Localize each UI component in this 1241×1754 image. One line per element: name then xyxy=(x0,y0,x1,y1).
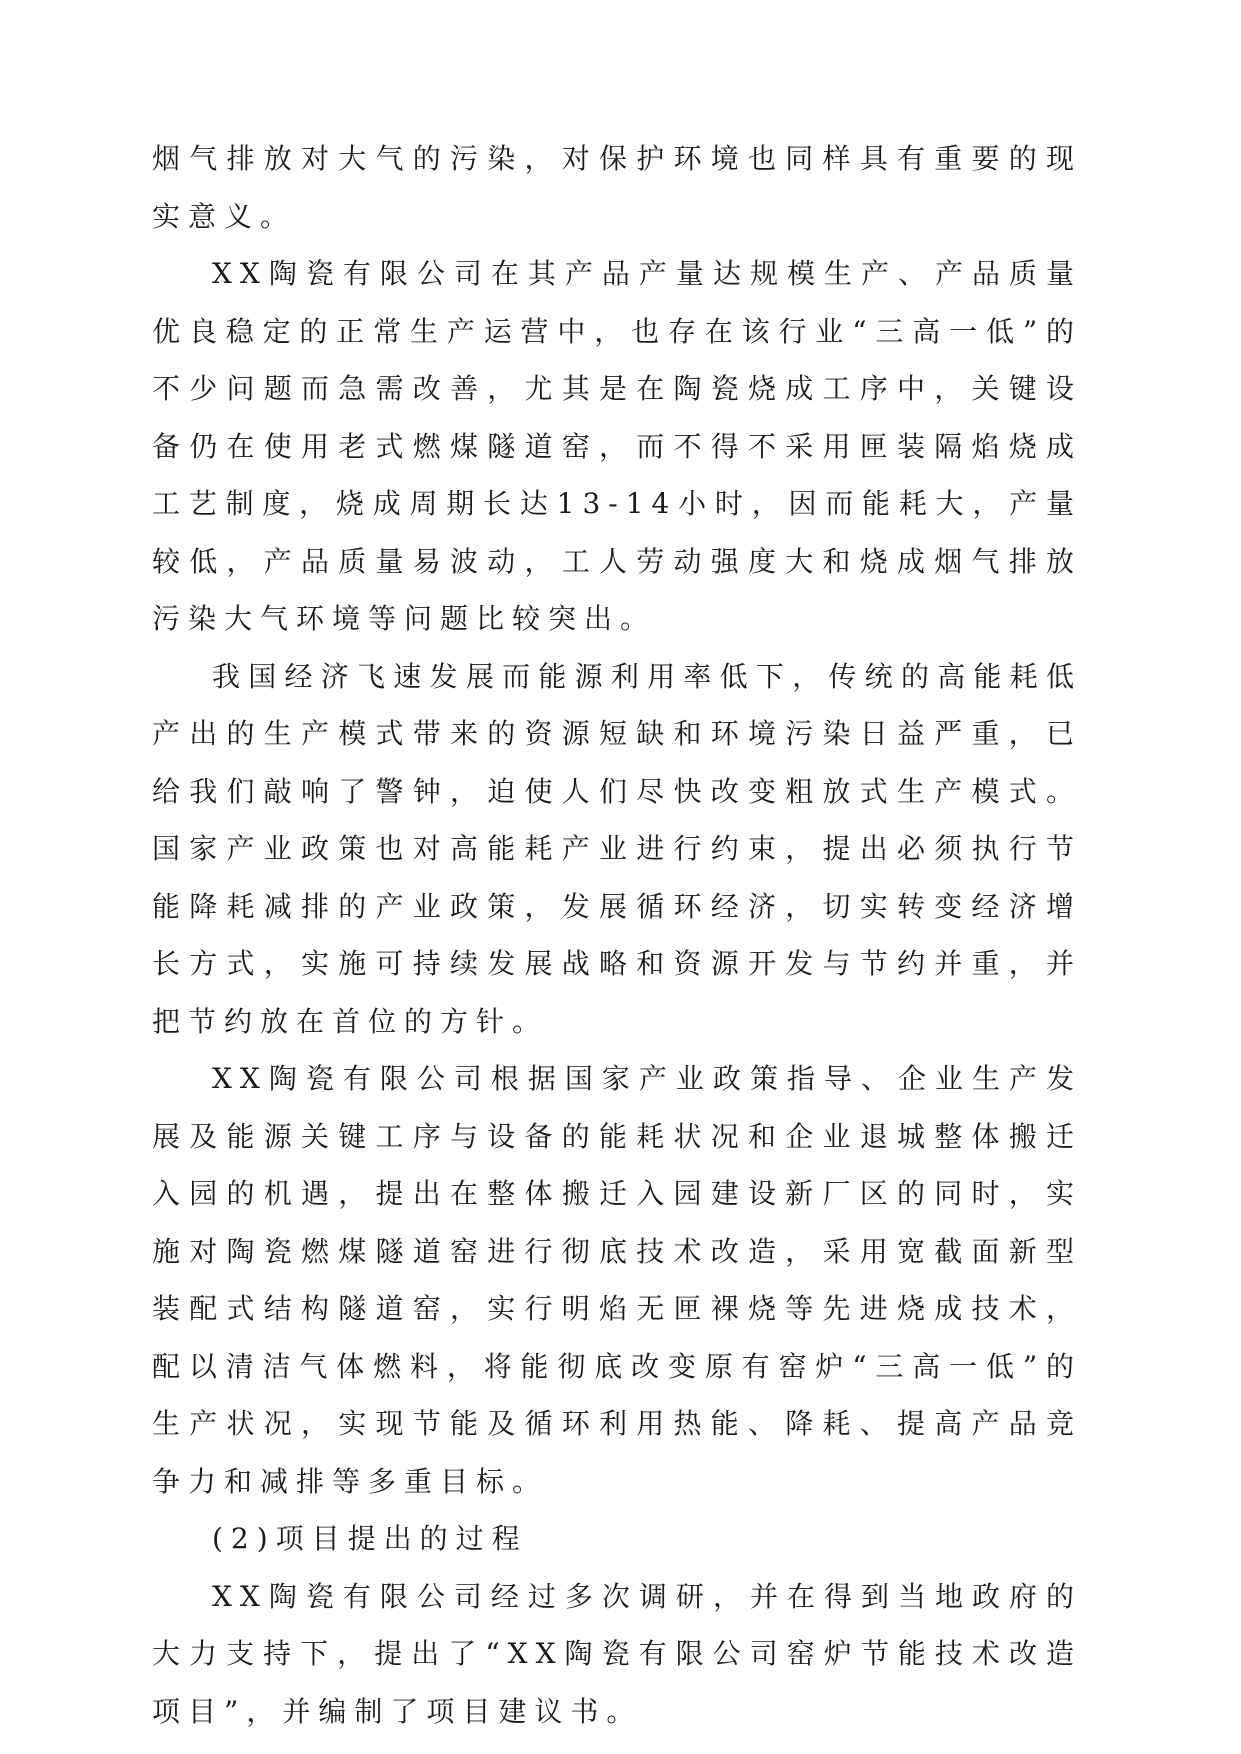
paragraph-renovation-plan: XX陶瓷有限公司根据国家产业政策指导、企业生产发展及能源关键工序与设备的能耗状况和企业退城整体搬迁入园的机遇，提出在整体搬迁入园建设新厂区的同时，实施对陶瓷燃煤隧道窑进行彻底技术改造，采用宽截面新型装配式结构隧道窑，实行明焰无匣裸烧等先进烧成技术，配以清洁气体燃料，将能彻底改变原有窑炉“三高一低”的生产状况，实现节能及循环利用热能、降耗、提高产品竞争力和减排等多重目标。 xyxy=(152,1062,1082,1498)
document-body xyxy=(152,130,1082,1740)
paragraph-project-proposal: XX陶瓷有限公司经过多次调研，并在得到当地政府的大力支持下，提出了“XX陶瓷有限公司窑炉节能技术改造项目”，并编制了项目建议书。 xyxy=(152,1579,1082,1728)
paragraph-company-issues: XX陶瓷有限公司在其产品产量达规模生产、产品质量优良稳定的正常生产运营中，也存在该行业“三高一低”的不少问题而急需改善，尤其是在陶瓷烧成工序中，关键设备仍在使用老式燃煤隧道窑，而不得不采用匣装隔焰烧成工艺制度，烧成周期长达13-14小时，因而能耗大，产量较低，产品质量易波动，工人劳动强度大和烧成烟气排放污染大气环境等问题比较突出。 xyxy=(152,257,1082,635)
paragraph-continuation: 烟气排放对大气的污染，对保护环境也同样具有重要的现实意义。 xyxy=(152,142,1082,233)
section-heading: (2)项目提出的过程 xyxy=(212,1522,528,1555)
paragraph-national-policy: 我国经济飞速发展而能源利用率低下，传统的高能耗低产出的生产模式带来的资源短缺和环境污染日益严重，已给我们敲响了警钟，迫使人们尽快改变粗放式生产模式。国家产业政策也对高能耗产业进行约束，提出必须执行节能降耗减排的产业政策，发展循环经济，切实转变经济增长方式，实施可持续发展战略和资源开发与节约并重，并把节约放在首位的方针。 xyxy=(152,659,1082,1038)
